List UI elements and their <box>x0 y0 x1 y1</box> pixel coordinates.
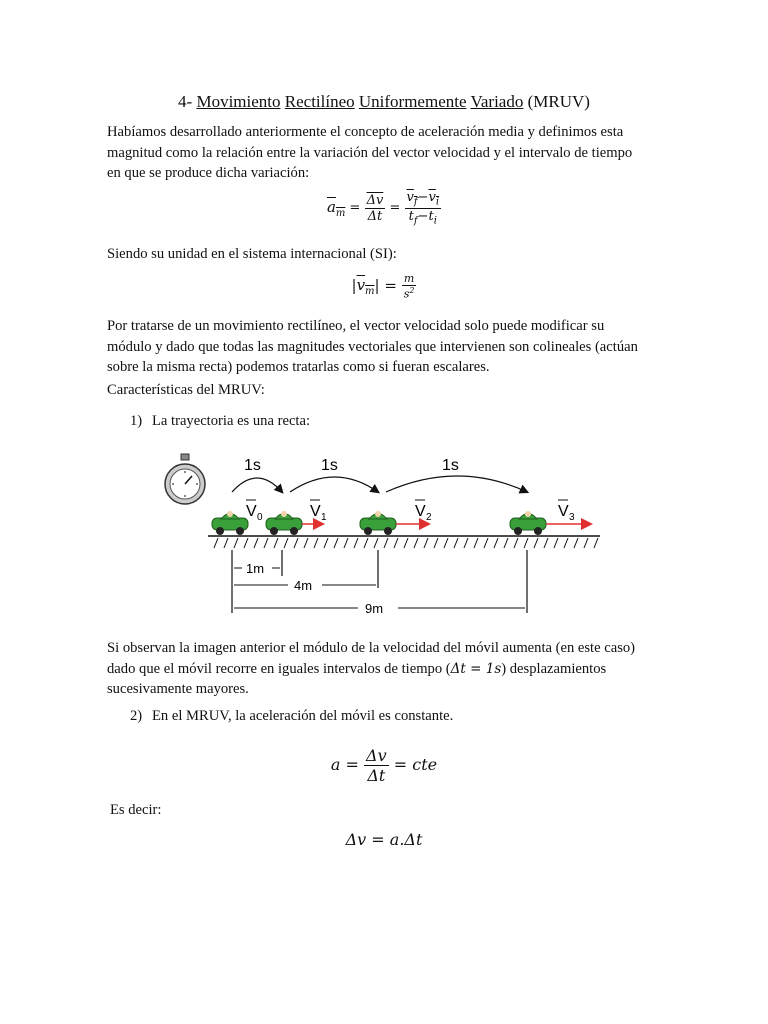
car-icon <box>266 511 302 535</box>
rectilinear-line-3: sobre la misma recta) podemos tratarlas como si fueran escalares. <box>107 359 490 375</box>
page-title <box>0 92 768 112</box>
title-word-1: Movimiento <box>196 92 281 111</box>
time-arc-3 <box>386 476 527 492</box>
title-number: 4- <box>178 92 193 111</box>
eq1-num-sub-f: f <box>413 196 418 208</box>
observation-line-1: Si observan la imagen anterior el módulo de la velocidad del móvil aumenta (en este caso) <box>107 640 636 656</box>
eq2-num: m <box>402 272 417 286</box>
equation-si-unit: $|v_m|$ = $\frac{m}{s^2}$ <box>351 272 415 301</box>
distance-1m <box>234 561 280 576</box>
list-item-2-text: En el MRUV, la aceleración del móvil es constante. <box>152 708 454 724</box>
eq1-den-1: Δt <box>367 208 383 224</box>
equation-constant-acceleration: a = $\frac{\Delta v}{\Delta t}$ = cte <box>330 746 438 785</box>
intro-line-1: Habíamos desarrollado anteriormente el concepto de aceleración media y definimos esta <box>107 124 624 140</box>
eq1-den-mid: −t <box>417 208 434 224</box>
observation-line-3: sucesivamente mayores. <box>107 681 249 697</box>
time-arc-1 <box>232 478 282 492</box>
intro-line-3: en que se produce dicha variación: <box>107 165 310 181</box>
rectilinear-line-1: Por tratarse de un movimiento rectilíneo, el vector velocidad solo puede modificar su <box>107 318 605 334</box>
title-abbr: (MRUV) <box>527 92 590 111</box>
es-decir-line: Es decir: <box>110 802 162 818</box>
eq1-den-2a: t <box>408 208 414 224</box>
eq2-exp: 2 <box>409 286 415 295</box>
svg-text:1: 1 <box>321 512 327 523</box>
list-item-2 <box>130 708 453 725</box>
eq1-den-sub-f: f <box>413 215 418 227</box>
eq2-equals: = <box>384 276 397 295</box>
car-icon <box>360 511 396 535</box>
time-label-2: 1s <box>321 457 338 474</box>
eq3-den: Δt <box>367 766 386 785</box>
velocity-label-v0 <box>246 500 263 523</box>
eq3-num: Δv <box>366 746 387 765</box>
si-unit-paragraph <box>107 244 667 265</box>
title-word-3: Uniformemente <box>358 92 467 111</box>
svg-text:9m: 9m <box>365 601 384 616</box>
mruv-figure <box>160 448 610 623</box>
svg-text:4m: 4m <box>294 578 313 593</box>
characteristics-line: Características del MRUV: <box>107 382 265 398</box>
eq1-num-2a: v <box>406 190 414 205</box>
eq2-den: s <box>403 287 410 301</box>
svg-text:V: V <box>558 503 569 520</box>
eq3-rhs: cte <box>412 755 438 774</box>
ground-hatch <box>214 538 598 548</box>
title-word-2: Rectilíneo <box>284 92 355 111</box>
list-item-2-number: 2) <box>130 708 143 724</box>
list-item-1-number: 1) <box>130 413 143 429</box>
eq1-lhs: a <box>326 197 336 216</box>
svg-text:V: V <box>415 503 426 520</box>
car-icon <box>212 511 248 535</box>
svg-text:0: 0 <box>257 512 263 523</box>
time-arc-2 <box>290 477 378 492</box>
title-word-4: Variado <box>470 92 524 111</box>
distance-4m <box>234 578 376 593</box>
eq1-fraction-2 <box>405 190 442 226</box>
time-label-1: 1s <box>244 457 261 474</box>
svg-text:V: V <box>310 503 321 520</box>
observation-math: Δt = 1s <box>450 660 502 677</box>
eq1-num-1: $\overline{\Delta v}$ <box>366 192 384 208</box>
observation-line-2: dado que el móvil recorre en iguales intervalos de tiempo (Δt = 1s) desplazamientos <box>107 660 607 677</box>
list-item-1-text: La trayectoria es una recta: <box>152 413 311 429</box>
eq1-den-sub-i: i <box>433 215 437 227</box>
intro-paragraph <box>107 122 667 184</box>
velocity-label-v3 <box>558 500 575 523</box>
es-decir-paragraph <box>110 800 670 821</box>
eq1-fraction-1 <box>365 193 386 224</box>
eq2-v: v <box>356 276 366 295</box>
eq4-text: Δv = a.Δt <box>345 830 423 849</box>
svg-text:3: 3 <box>569 512 575 523</box>
velocity-label-v2 <box>415 500 432 523</box>
distance-9m <box>234 601 525 616</box>
si-unit-line: Siendo su unidad en el sistema internacional (SI): <box>107 246 397 262</box>
stopwatch-icon <box>165 454 205 504</box>
equation-mean-acceleration: $a_m$ = $\frac{\overline{\Delta v}}{\Delta t}$ = $\frac{v_f-v_i}{t_f-t_i}$ <box>326 190 440 227</box>
car-icon <box>510 511 546 535</box>
eq3-equals-1: = <box>345 755 359 774</box>
eq1-lhs-sub: m <box>335 207 346 219</box>
equation-delta-v <box>0 830 768 849</box>
eq1-num-sub-i: i <box>435 196 440 208</box>
eq2-fraction <box>402 272 417 301</box>
eq1-equals-1: = <box>349 200 361 216</box>
eq1-num-2b: v <box>428 190 436 205</box>
list-item-1 <box>130 413 310 430</box>
time-label-3: 1s <box>442 457 459 474</box>
rectilinear-line-2: módulo y dado que todas las magnitudes vectoriales que intervienen son colineales (actúan <box>107 338 638 355</box>
velocity-label-v1 <box>310 500 327 523</box>
eq2-bar-left: | <box>351 276 357 295</box>
svg-text:V: V <box>246 503 257 520</box>
characteristics-heading <box>107 380 667 401</box>
rectilinear-paragraph <box>107 316 667 378</box>
eq3-lhs: a <box>330 755 341 774</box>
eq2-sub: m <box>365 286 375 298</box>
observation-paragraph <box>107 638 667 700</box>
svg-text:2: 2 <box>426 512 432 523</box>
eq3-fraction <box>364 746 389 785</box>
intro-line-2: magnitud como la relación entre la variación del vector velocidad y el intervalo de tiempo <box>107 144 633 161</box>
eq1-num-minus: − <box>417 190 429 205</box>
svg-text:1m: 1m <box>246 561 265 576</box>
